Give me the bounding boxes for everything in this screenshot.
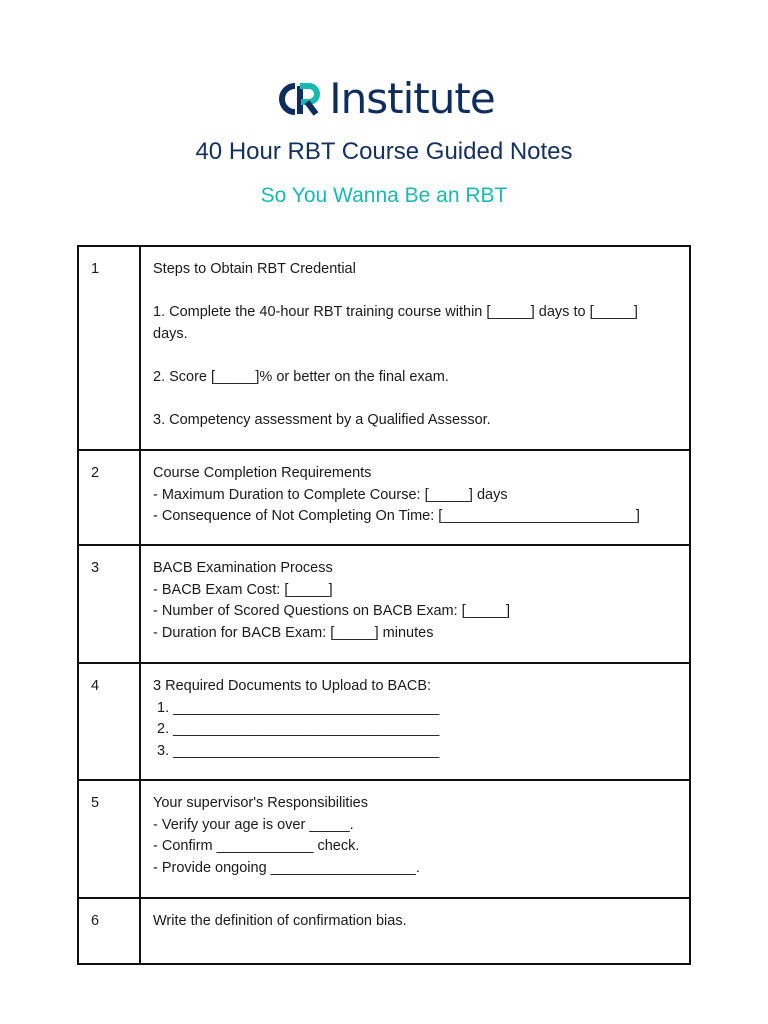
notes-table xyxy=(77,245,691,965)
table-row xyxy=(78,246,690,450)
section-heading: Write the definition of confirmation bias. xyxy=(153,913,407,929)
note-line: 2. _________________________________ xyxy=(153,721,440,737)
row-number-label: 4 xyxy=(91,678,100,694)
row-content xyxy=(140,663,690,780)
section-heading: Course Completion Requirements xyxy=(153,465,372,481)
row-number xyxy=(78,450,140,545)
note-line: 1. _________________________________ xyxy=(153,699,440,716)
note-line: - Provide ongoing __________________. xyxy=(153,859,420,876)
table-row xyxy=(78,663,690,780)
document-title: 40 Hour RBT Course Guided Notes xyxy=(195,138,573,165)
row-number xyxy=(78,545,140,663)
row-number xyxy=(78,898,140,964)
row-number-label: 5 xyxy=(91,795,100,811)
row-content xyxy=(140,450,690,545)
row-number-label: 1 xyxy=(91,261,100,277)
logo xyxy=(0,74,768,123)
table-row xyxy=(78,898,690,964)
note-line: - Maximum Duration to Complete Course: [_____] days xyxy=(153,486,508,503)
blank-line xyxy=(153,281,677,303)
note-line: 2. Score [_____]% or better on the final exam. xyxy=(153,368,449,385)
table-row xyxy=(78,450,690,545)
note-line: - Confirm ____________ check. xyxy=(153,838,360,854)
row-number xyxy=(78,780,140,898)
row-content xyxy=(140,246,690,450)
row-number-label: 6 xyxy=(91,913,100,929)
note-line: 3. Competency assessment by a Qualified Assessor. xyxy=(153,411,491,428)
row-content xyxy=(140,545,690,663)
blank-line xyxy=(153,345,677,367)
row-number xyxy=(78,246,140,450)
note-line: - Consequence of Not Completing On Time: [________________________] xyxy=(153,508,640,524)
note-line: 3. _________________________________ xyxy=(153,742,440,759)
logo-text: Institute xyxy=(329,74,495,123)
row-number-label: 2 xyxy=(91,465,100,481)
row-number-label: 3 xyxy=(91,560,100,576)
cr-logo-icon xyxy=(273,78,325,120)
note-line: - Number of Scored Questions on BACB Exam: [_____] xyxy=(153,603,511,619)
row-content xyxy=(140,780,690,898)
section-heading: 3 Required Documents to Upload to BACB: xyxy=(153,678,432,694)
table-row xyxy=(78,780,690,898)
document-subtitle: So You Wanna Be an RBT xyxy=(260,184,508,207)
note-line: - Duration for BACB Exam: [_____] minutes xyxy=(153,624,434,641)
section-heading: Steps to Obtain RBT Credential xyxy=(153,261,356,277)
table-row xyxy=(78,545,690,663)
note-line: - BACB Exam Cost: [_____] xyxy=(153,581,333,598)
note-line: - Verify your age is over _____. xyxy=(153,816,354,833)
row-content xyxy=(140,898,690,964)
note-line: days. xyxy=(153,325,188,342)
row-number xyxy=(78,663,140,780)
blank-line xyxy=(153,388,677,410)
section-heading: BACB Examination Process xyxy=(153,560,333,576)
note-line: 1. Complete the 40-hour RBT training course within [_____] days to [_____] xyxy=(153,304,638,320)
section-heading: Your supervisor's Responsibilities xyxy=(153,795,369,811)
